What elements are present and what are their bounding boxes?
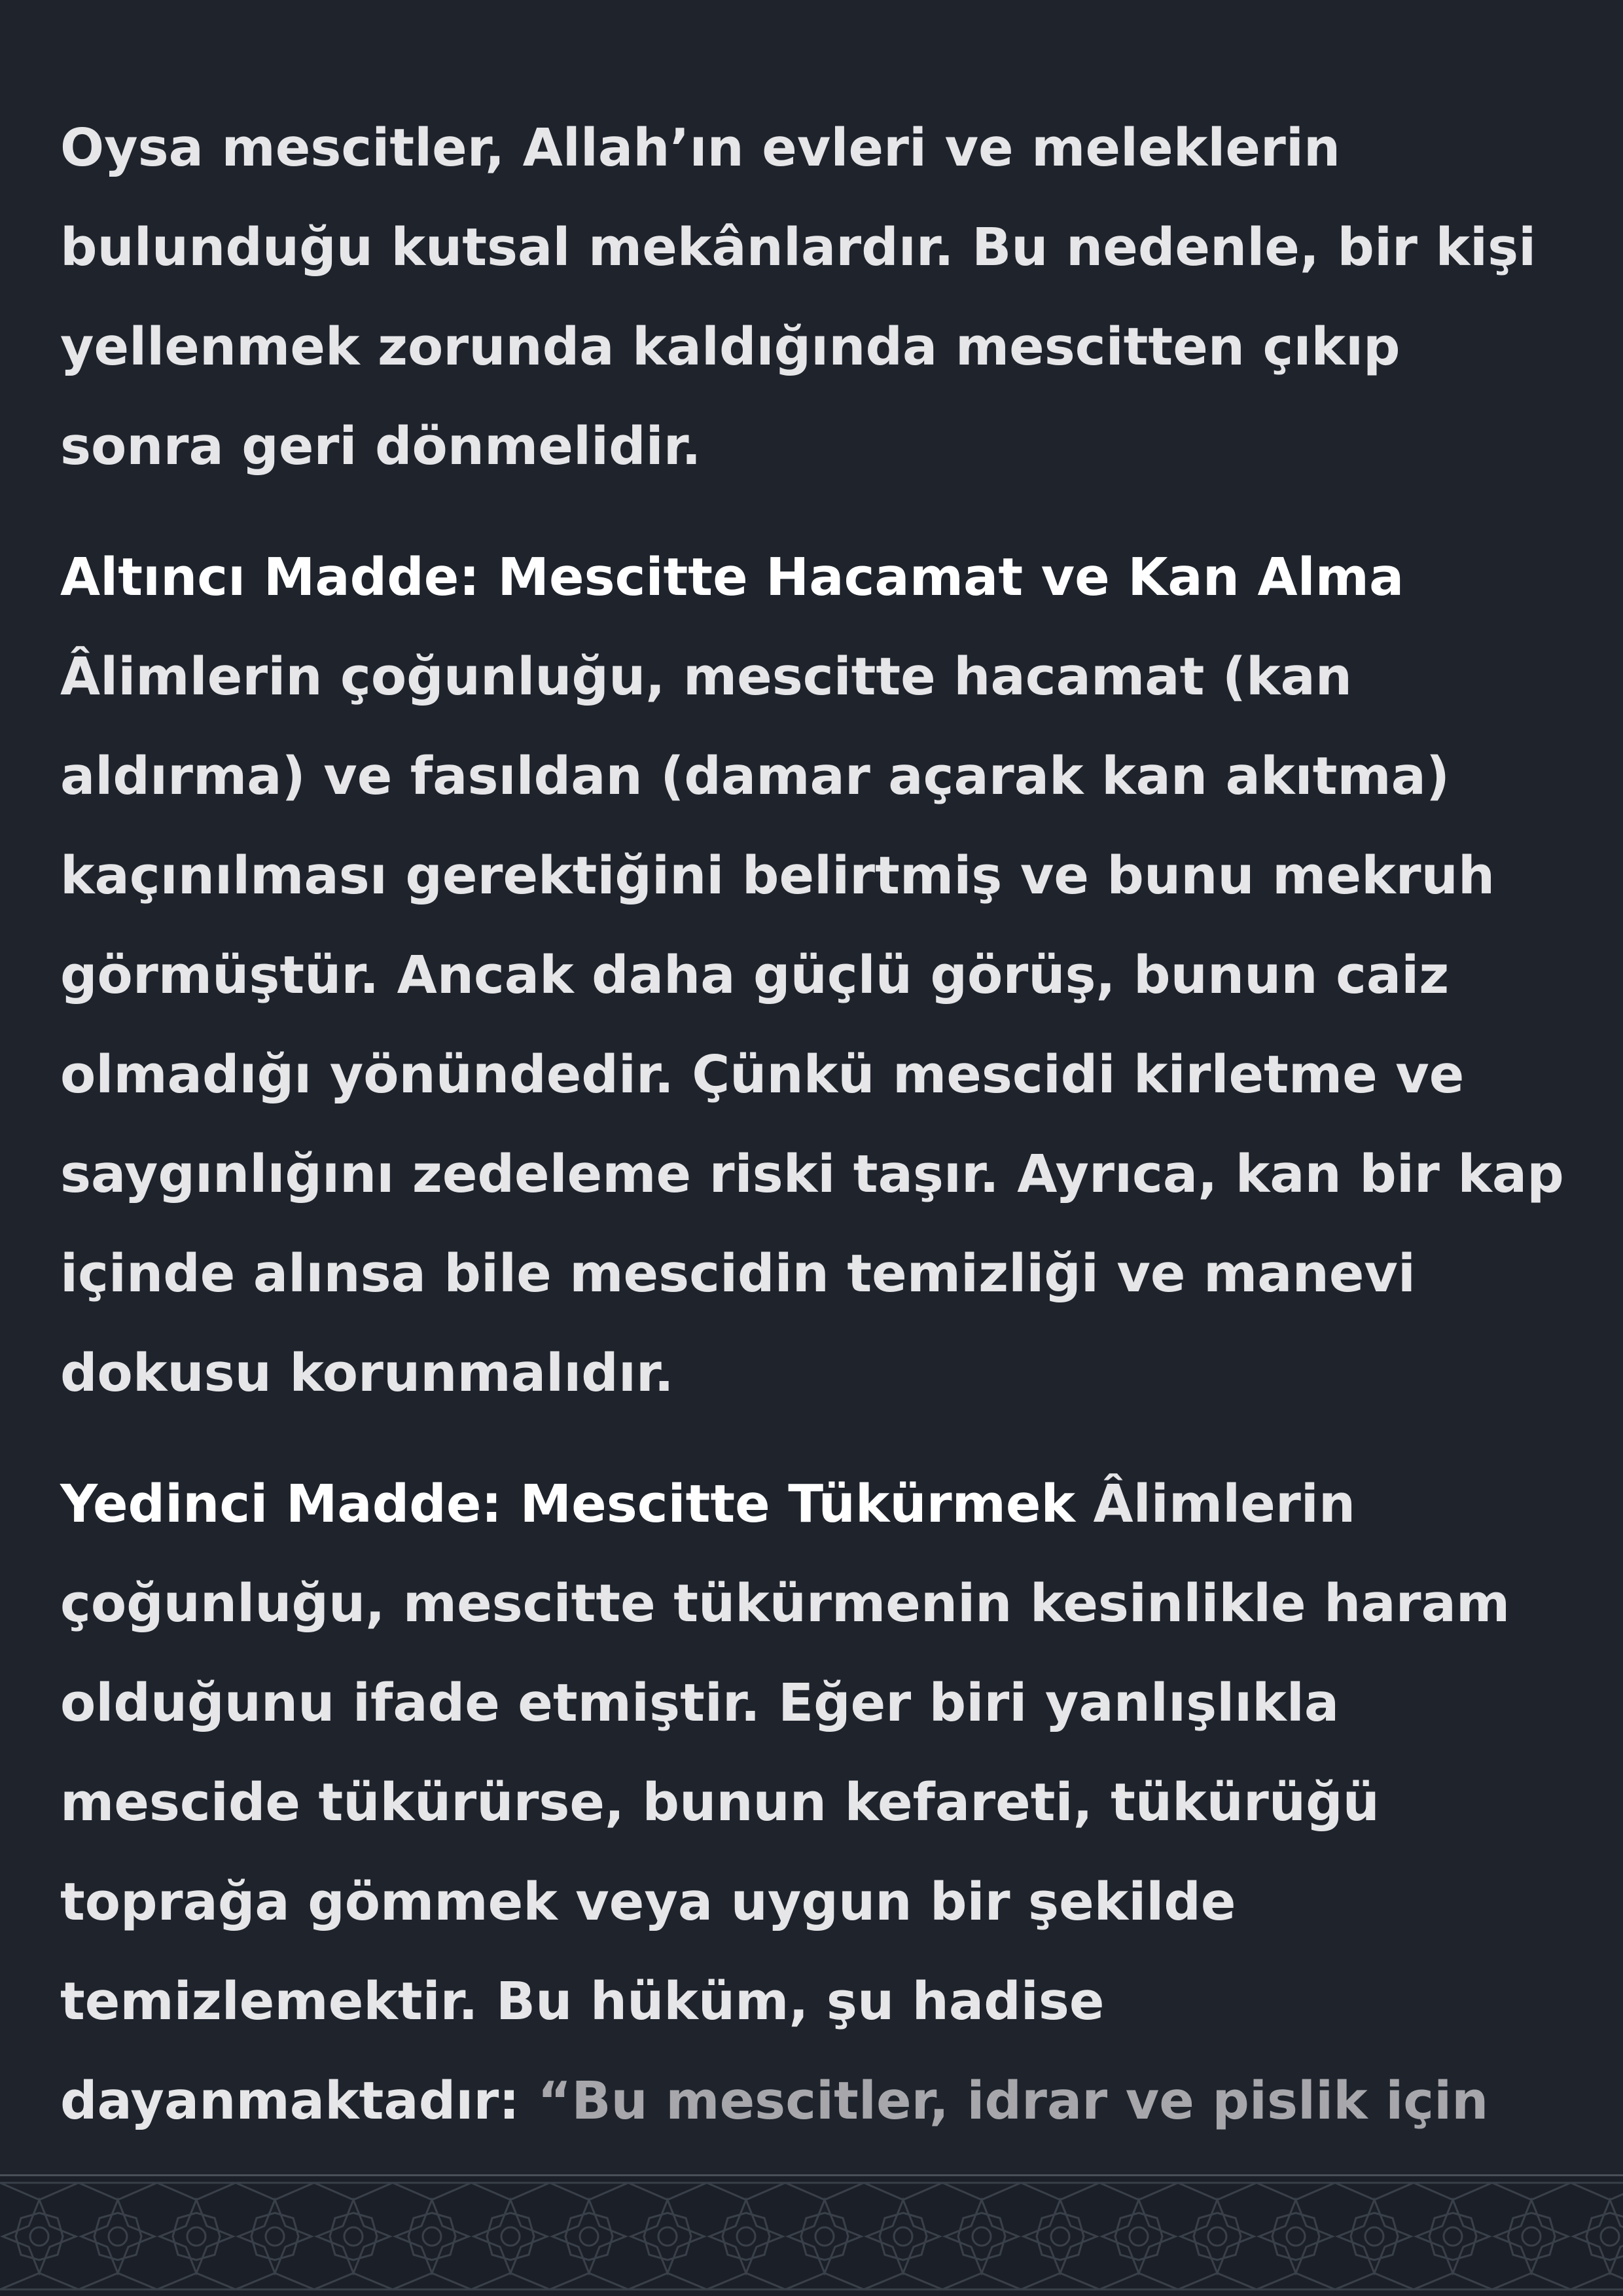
paragraph-intro-text: Oysa mescitler, Allah’ın evleri ve meleklerin bulunduğu kutsal mekânlardır. Bu nedenle, bir kişi yellenmek zorunda kaldığında mescitten çıkıp sonra geri dönmelidir. (60, 118, 1537, 476)
section-seven-text: Âlimlerin çoğunluğu, mescitte tükürmenin kesinlikle haram olduğunu ifade etmiştir. Eğer biri yanlışlıkla mescide tükürürse, bunun kefareti, tükürüğü toprağa gömmek veya uygun bir şekilde temizlemektir. Bu hüküm, şu hadise dayanmaktadır: (60, 1474, 1510, 2131)
hadith-quote: “Bu mescitler, idrar ve pislik için (537, 2071, 1489, 2131)
islamic-pattern-icon (0, 2176, 1623, 2296)
section-seven (60, 1454, 1572, 2250)
article-body (60, 98, 1572, 2250)
paragraph-intro (60, 98, 1572, 496)
section-seven-heading: Yedinci Madde: Mescitte Tükürmek (60, 1474, 1076, 1534)
section-six (60, 528, 1572, 1423)
section-six-heading: Altıncı Madde: Mescitte Hacamat ve Kan Alma (60, 547, 1404, 607)
section-six-text: Âlimlerin çoğunluğu, mescitte hacamat (kan aldırma) ve fasıldan (damar açarak kan akıtma) kaçınılması gerektiğini belirtmiş ve bunu mekruh görmüştür. Ancak daha güçlü görüş, bunun caiz olmadığı yönündedir. Çünkü mescidi kirletme ve saygınlığını zedeleme riski taşır. Ayrıca, kan bir kap içinde alınsa bile mescidin temizliği ve manevi dokusu korunmalıdır. (60, 647, 1564, 1403)
